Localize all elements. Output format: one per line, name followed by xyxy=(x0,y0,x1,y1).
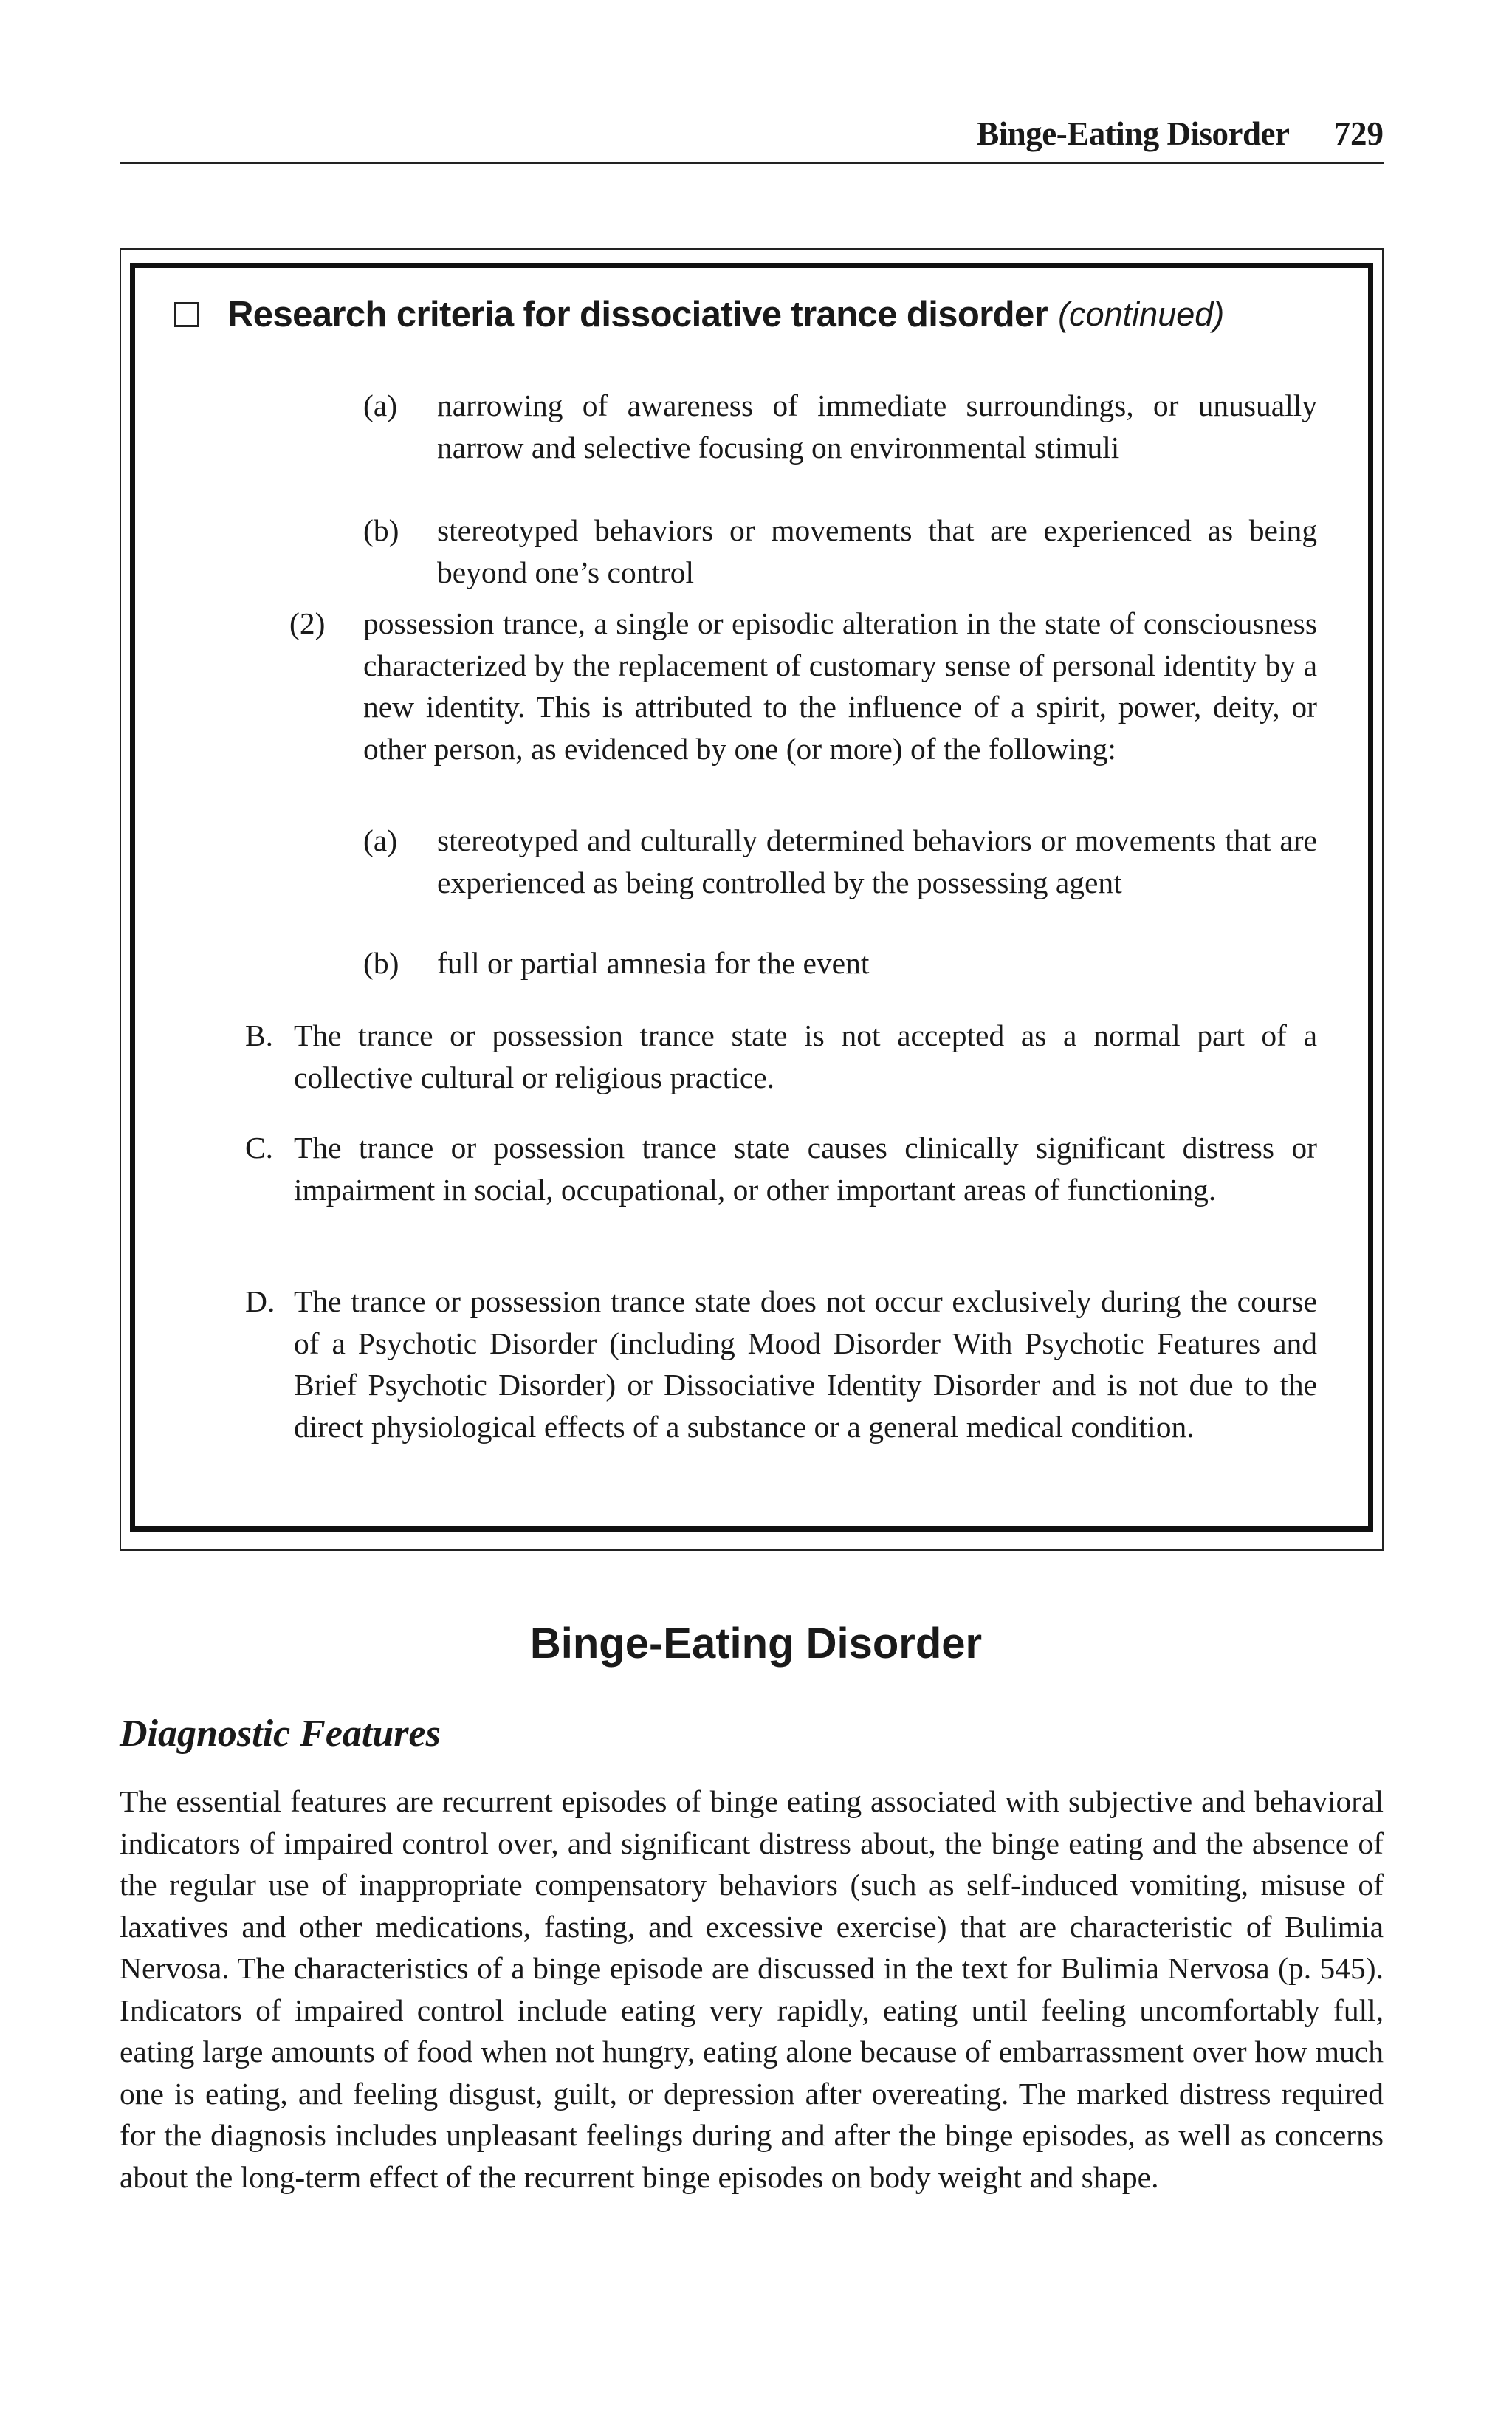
page-number: 729 xyxy=(1333,115,1384,152)
item-label: (b) xyxy=(363,513,399,547)
criterion-item: stereotyped behaviors or movements that are experienced as being beyond one’s control xyxy=(437,513,1317,589)
criterion-item: possession trance, a single or episodic alteration in the state of consciousness characterized by the replacement of customary sense of personal identity by a new identity. This is attributed to the influence of a spirit, power, deity, or other person, as evidenced by one (or more) of the following: xyxy=(363,606,1317,766)
checkbox-icon xyxy=(174,302,199,327)
criterion-b: The trance or possession trance state is not accepted as a normal part of a collective cultural or religious practice. xyxy=(294,1018,1317,1094)
criterion-letter: B. xyxy=(245,1018,274,1052)
section-title: Binge-Eating Disorder xyxy=(529,1620,983,1668)
item-label: (2) xyxy=(289,606,326,640)
criterion-letter: C. xyxy=(245,1131,274,1165)
running-head: Binge-Eating Disorder xyxy=(977,115,1290,152)
item-label: (b) xyxy=(363,946,399,980)
criterion-item: narrowing of awareness of immediate surroundings, or unusually narrow and selective focusing on environmental stimuli xyxy=(437,388,1317,465)
criteria-box-title xyxy=(174,294,1224,335)
criterion-letter: D. xyxy=(245,1284,275,1318)
criterion-item: full or partial amnesia for the event xyxy=(437,946,870,980)
criterion-item: stereotyped and culturally determined behaviors or movements that are experienced as being controlled by the possessing agent xyxy=(437,823,1317,899)
body-paragraph: The essential features are recurrent episodes of binge eating associated with subjective and behavioral indicators of impaired control over, and significant distress about, the binge eating and the absence of the regular use of inappropriate compensatory behaviors (such as self-induced vomiting, misuse of laxatives and other medications, fasting, and excessive exercise) that are characteristic of Bulimia Nervosa. The characteristics of a binge episode are discussed in the text for Bulimia Nervosa (p. 545). Indicators of impaired control include eating very rapidly, eating until feeling uncomfortably full, eating large amounts of food when not hungry, eating alone because of embarrassment over how much one is eating, and feeling disgust, guilt, or depression after overeating. The marked distress required for the diagnosis includes unpleasant feelings during and after the binge episodes, as well as concerns about the long-term effect of the recurrent binge episodes on body weight and shape. xyxy=(120,1784,1384,2194)
item-label: (a) xyxy=(363,388,398,422)
item-label: (a) xyxy=(363,823,398,857)
continued-label: (continued) xyxy=(1058,295,1225,333)
criteria-title-text: Research criteria for dissociative trance disorder xyxy=(227,295,1048,335)
criterion-c: The trance or possession trance state causes clinically significant distress or impairment in social, occupational, or other important areas of functioning. xyxy=(294,1131,1317,1207)
criterion-d: The trance or possession trance state does not occur exclusively during the course of a Psychotic Disorder (including Mood Disorder With Psychotic Features and Brief Psychotic Disorder) or Dissociative Identity Disorder and is not due to the direct physiological effects of a substance or a general medical condition. xyxy=(294,1284,1317,1444)
page-header xyxy=(120,112,1384,164)
subheading: Diagnostic Features xyxy=(120,1713,441,1755)
